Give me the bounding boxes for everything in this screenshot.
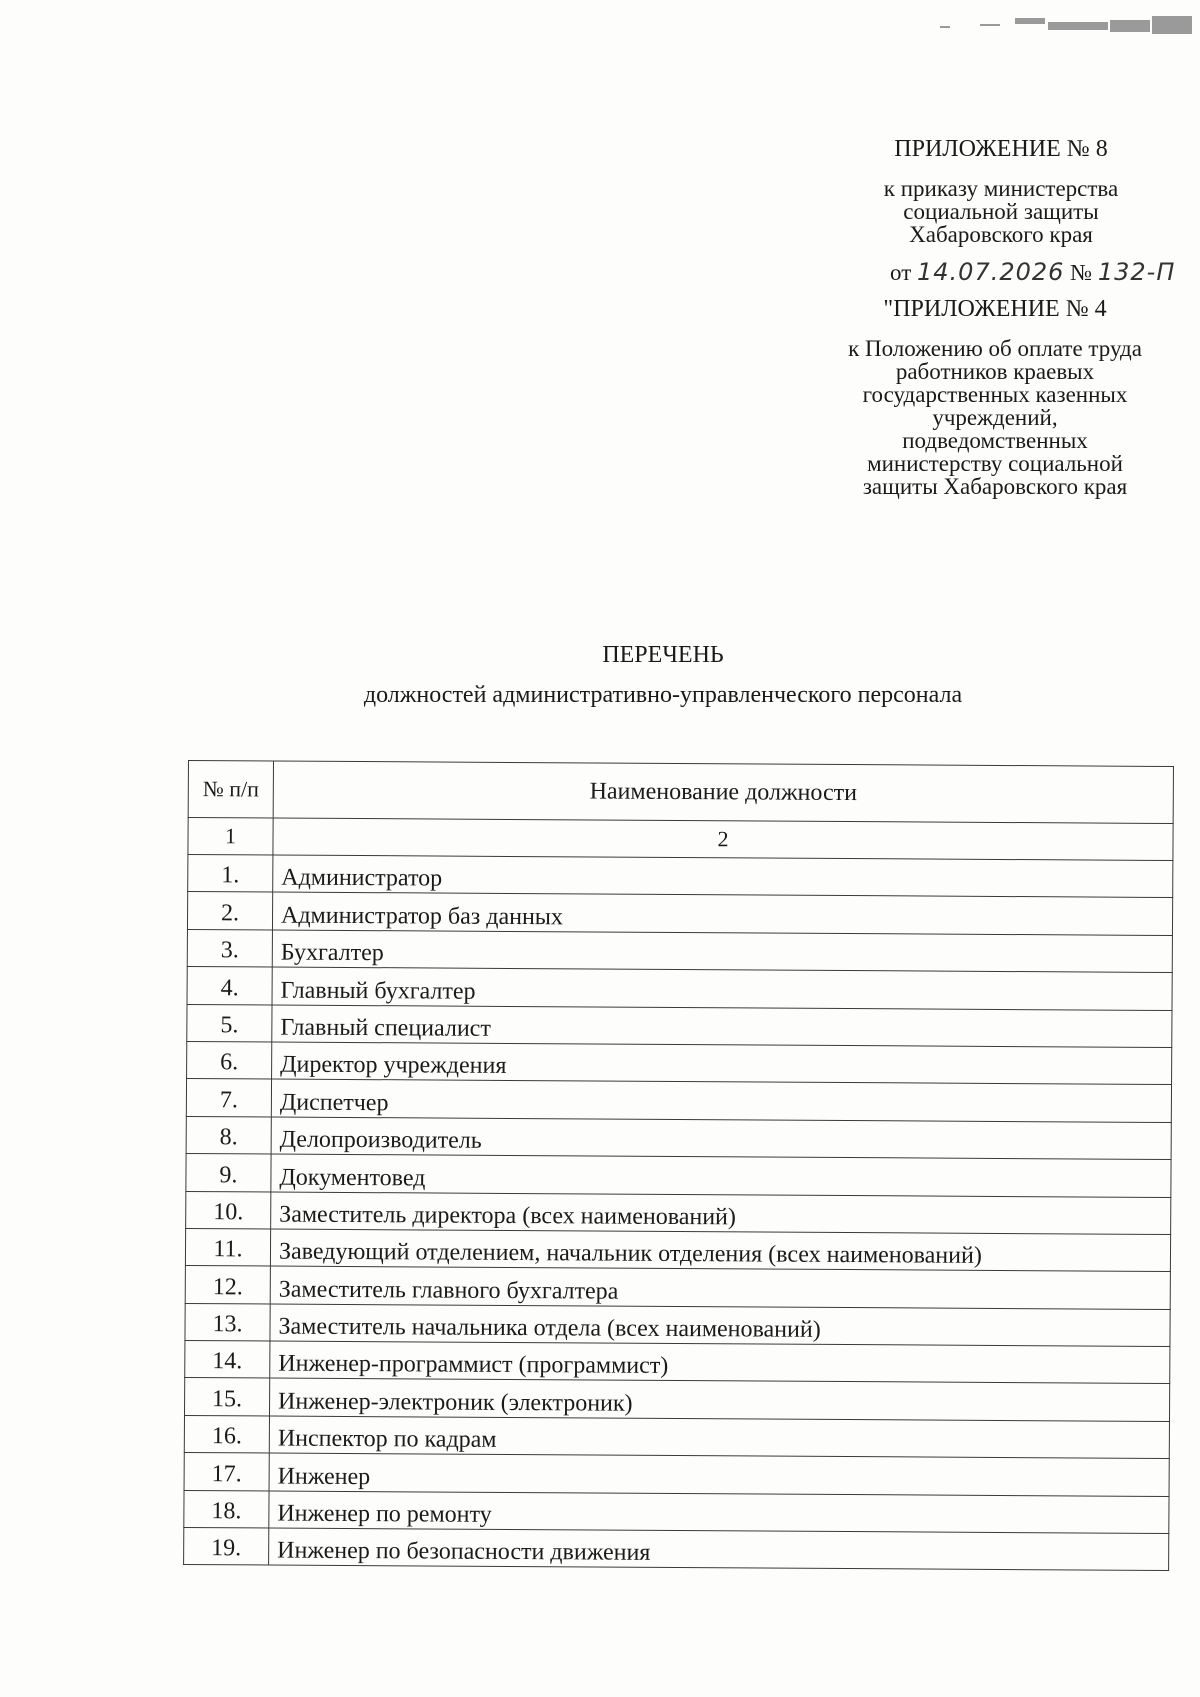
header-number: № п/п (188, 761, 273, 819)
position-name: Инженер по безопасности движения (269, 1528, 1169, 1571)
table-row (185, 1303, 1170, 1346)
table-row (185, 1228, 1170, 1271)
row-number: 16. (184, 1415, 269, 1453)
position-name: Заведующий отделением, начальник отделения (всех наименований) (270, 1229, 1170, 1272)
annex-8-line: Хабаровского края (909, 222, 1093, 247)
position-name: Главный бухгалтер (272, 967, 1172, 1010)
row-number: 17. (184, 1453, 269, 1491)
row-number: 19. (184, 1528, 269, 1566)
annex-4-block (800, 298, 1190, 498)
handwritten-number: 132-П (1097, 258, 1176, 286)
position-name: Директор учреждения (272, 1042, 1172, 1085)
table-row (187, 967, 1172, 1010)
table-row (187, 1004, 1172, 1047)
position-name: Бухгалтер (272, 930, 1172, 973)
annex-4-line: к Положению об оплате труда (848, 336, 1142, 361)
row-number: 1. (188, 855, 273, 893)
position-name: Инспектор по кадрам (269, 1416, 1169, 1459)
table-row (186, 1154, 1171, 1197)
position-name: Заместитель директора (всех наименований) (271, 1192, 1171, 1235)
position-name: Администратор баз данных (272, 892, 1172, 935)
table-row (186, 1079, 1171, 1122)
position-name: Инженер-программист (программист) (270, 1341, 1170, 1384)
position-name: Диспетчер (271, 1079, 1171, 1122)
scan-artifact (940, 14, 1195, 44)
table-row (187, 892, 1172, 935)
row-number: 13. (185, 1303, 270, 1341)
row-number: 10. (186, 1191, 271, 1229)
annex-4-line: подведомственных (902, 428, 1088, 453)
table-row (185, 1341, 1170, 1384)
row-number: 15. (184, 1378, 269, 1416)
row-number: 9. (186, 1154, 271, 1192)
annex-4-line: учреждений, (932, 405, 1058, 430)
position-name: Заместитель главного бухгалтера (270, 1266, 1170, 1309)
row-number: 2. (187, 892, 272, 930)
position-name: Главный специалист (272, 1005, 1172, 1048)
table-row (184, 1453, 1169, 1496)
table-row (186, 1116, 1171, 1159)
column-number-1: 1 (188, 818, 273, 856)
row-number: 8. (186, 1116, 271, 1154)
row-number: 12. (185, 1266, 270, 1304)
column-number-row (188, 818, 1173, 861)
table-row (187, 929, 1172, 972)
order-date-line (890, 258, 1175, 286)
row-number: 14. (185, 1341, 270, 1379)
row-number: 4. (187, 967, 272, 1005)
position-name: Инженер (269, 1453, 1169, 1496)
annex-4-line: государственных казенных (862, 382, 1128, 407)
annex-8-line: социальной защиты (903, 199, 1099, 224)
position-name: Заместитель начальника отдела (всех наименований) (270, 1304, 1170, 1347)
positions-table (183, 760, 1174, 1571)
row-number: 6. (187, 1041, 272, 1079)
table-row (184, 1528, 1169, 1571)
position-name: Документовед (271, 1154, 1171, 1197)
column-number-2: 2 (273, 818, 1173, 860)
annex-8-line: к приказу министерства (883, 176, 1119, 201)
position-name: Администратор (273, 855, 1173, 898)
document-title: ПЕРЕЧЕНЬ (602, 642, 724, 668)
row-number: 7. (186, 1079, 271, 1117)
annex-4-line: министерству социальной (867, 451, 1123, 476)
row-number: 11. (185, 1228, 270, 1266)
table-row (187, 1041, 1172, 1084)
table-row (188, 855, 1173, 898)
annex-4-line: работников краевых (895, 359, 1095, 384)
document-subtitle: должностей административно-управленческого персонала (363, 682, 963, 708)
table-row (184, 1415, 1169, 1458)
position-name: Делопроизводитель (271, 1117, 1171, 1160)
position-name: Инженер по ремонту (269, 1491, 1169, 1534)
table-row (185, 1266, 1170, 1309)
table-row (186, 1191, 1171, 1234)
number-prefix: № (1070, 260, 1093, 285)
header-position-name: Наименование должности (273, 761, 1173, 823)
table-body (184, 855, 1173, 1571)
row-number: 5. (187, 1004, 272, 1042)
annex-4-line: защиты Хабаровского края (862, 474, 1128, 499)
annex-8-heading: ПРИЛОЖЕНИЕ № 8 (894, 136, 1108, 162)
date-prefix: от (890, 260, 912, 285)
handwritten-date: 14.07.2026 (917, 258, 1065, 286)
row-number: 3. (187, 929, 272, 967)
table-header-row (188, 761, 1173, 824)
table-row (184, 1490, 1169, 1533)
annex-8-block (836, 138, 1166, 246)
position-name: Инженер-электроник (электроник) (269, 1378, 1169, 1421)
annex-4-heading: "ПРИЛОЖЕНИЕ № 4 (883, 296, 1107, 322)
table-row (184, 1378, 1169, 1421)
row-number: 18. (184, 1490, 269, 1528)
